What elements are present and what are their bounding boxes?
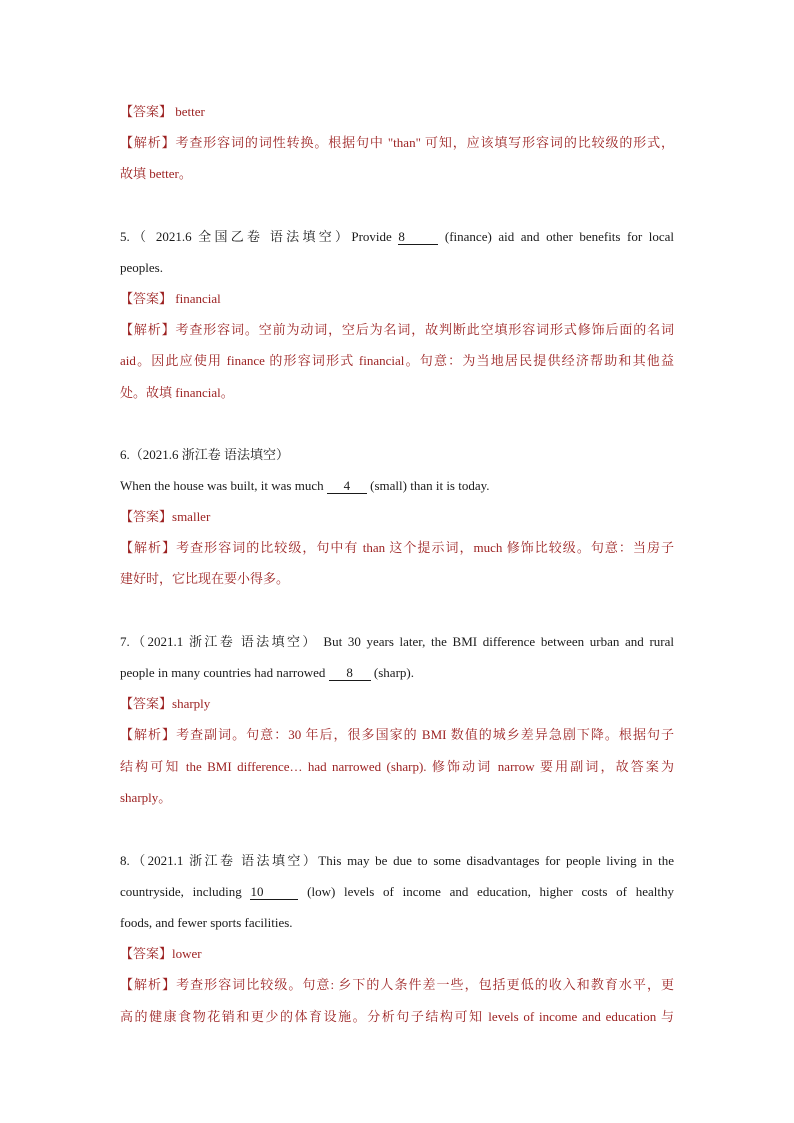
analysis-line [120, 384, 674, 402]
question-text: When the house was built, it was much [120, 478, 327, 493]
question-text: peoples. [120, 260, 163, 275]
analysis-line [120, 1008, 674, 1026]
question-text: 6.（2021.6 浙江卷 语法填空） [120, 447, 290, 462]
question-6 [120, 446, 674, 464]
analysis-label: 【解析】 [120, 135, 176, 150]
question-text: (sharp). [370, 665, 414, 680]
answer-line [120, 508, 674, 526]
analysis-label: 【解析】 [120, 727, 177, 742]
analysis-text: 建好时，它比现在要小得多。 [120, 571, 290, 586]
analysis-label: 【解析】 [120, 322, 176, 337]
answer-label: 【答案】 [120, 696, 173, 711]
question-text: (finance) aid and other benefits for local [438, 229, 674, 244]
analysis-line [120, 976, 674, 994]
analysis-text: aid。因此应使用 finance 的形容词形式 financial。句意：为当地居民提供经济帮助和其他益 [120, 353, 674, 368]
answer-blank: 4 [327, 478, 367, 494]
analysis-text: 故填 better。 [120, 166, 192, 181]
analysis-text: 考查形容词比较级。句意: 乡下的人条件差一些，包括更低的收入和教育水平，更 [176, 977, 674, 992]
analysis-line [120, 352, 674, 370]
question-8-cont [120, 883, 674, 901]
question-7 [120, 633, 674, 651]
analysis-text: 高的健康食物花销和更少的体育设施。分析句子结构可知 levels of income and education 与 [120, 1009, 674, 1024]
question-text: (small) than it is today. [366, 478, 490, 493]
answer-label: 【答案】 [120, 946, 173, 961]
analysis-text: 处。故填 financial。 [120, 385, 234, 400]
question-7-cont [120, 664, 674, 682]
analysis-line [120, 726, 674, 744]
analysis-text: 结构可知 the BMI difference… had narrowed (sharp). 修饰动词 narrow 要用副词，故答案为 [120, 759, 674, 774]
question-text: countryside, including [120, 884, 251, 899]
question-5 [120, 228, 674, 246]
analysis-text: 考查形容词。空前为动词，空后为名词，故判断此空填形容词形式修饰后面的名词 [175, 322, 674, 337]
answer-blank: 8 [398, 229, 438, 245]
analysis-label: 【解析】 [120, 977, 177, 992]
analysis-line [120, 165, 674, 183]
analysis-line [120, 321, 674, 339]
analysis-line [120, 570, 674, 588]
question-5-cont [120, 259, 674, 277]
question-text: 8.（2021.1 浙江卷 语法填空）This may be due to some disadvantages for people living in the [120, 853, 674, 868]
question-text: 5.（ 2021.6 全国乙卷 语法填空）Provide [120, 229, 399, 244]
answer-text: lower [172, 946, 202, 961]
answer-text: better [172, 104, 205, 119]
answer-line [120, 103, 674, 121]
analysis-line [120, 789, 674, 807]
question-6-cont [120, 477, 674, 495]
answer-text: financial [172, 291, 221, 306]
analysis-text: sharply。 [120, 790, 172, 805]
answer-text: sharply [172, 696, 211, 711]
answer-label: 【答案】 [120, 291, 173, 306]
answer-line [120, 290, 674, 308]
answer-text: smaller [172, 509, 211, 524]
question-text: (low) levels of income and education, higher costs of healthy [298, 884, 674, 899]
question-8-cont [120, 914, 674, 932]
analysis-text: 考查副词。句意：30 年后，很多国家的 BMI 数值的城乡差异急剧下降。根据句子 [176, 727, 674, 742]
answer-blank: 10 [250, 884, 298, 900]
analysis-line [120, 758, 674, 776]
analysis-text: 考查形容词的比较级，句中有 than 这个提示词，much 修饰比较级。句意：当房子 [176, 540, 674, 555]
question-text: people in many countries had narrowed [120, 665, 329, 680]
answer-blank: 8 [329, 665, 371, 681]
question-8 [120, 852, 674, 870]
answer-line [120, 945, 674, 963]
analysis-line [120, 134, 674, 152]
answer-label: 【答案】 [120, 509, 173, 524]
analysis-line [120, 539, 674, 557]
analysis-label: 【解析】 [120, 540, 177, 555]
answer-label: 【答案】 [120, 104, 173, 119]
question-text: foods, and fewer sports facilities. [120, 915, 293, 930]
answer-line [120, 695, 674, 713]
question-text: 7.（2021.1 浙江卷 语法填空） But 30 years later, the BMI difference between urban and rural [120, 634, 674, 649]
analysis-text: 考查形容词的词性转换。根据句中 "than" 可知，应该填写形容词的比较级的形式， [175, 135, 674, 150]
